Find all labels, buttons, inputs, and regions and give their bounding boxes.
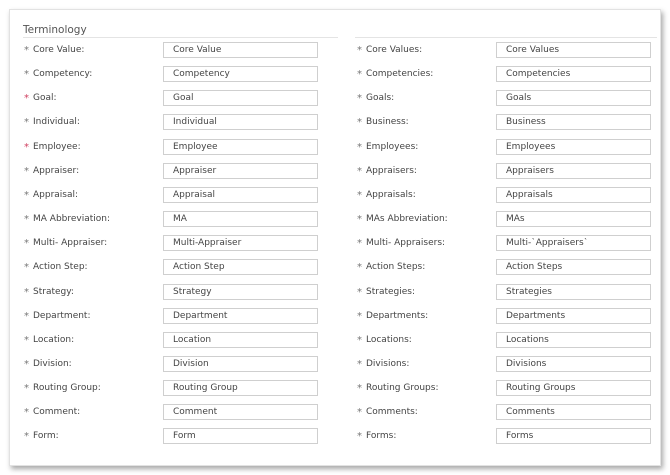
left-field-row [24,381,324,399]
required-marker: * [24,117,29,129]
terminology-input[interactable] [496,90,651,106]
right-field-row [357,188,657,206]
left-field-row [24,115,324,133]
terminology-input[interactable] [163,187,318,203]
terminology-input[interactable] [163,259,318,275]
field-label: Strategies: [366,286,415,297]
terminology-input[interactable] [496,404,651,420]
field-label: Division: [33,358,72,369]
required-marker: * [357,310,362,322]
field-label: Comments: [366,407,418,418]
left-field-row [24,309,324,327]
field-label: Appraiser: [33,165,80,176]
field-label: Action Step: [33,262,88,273]
right-field-row [357,115,657,133]
required-marker: * [24,238,29,250]
field-label: Routing Group: [33,383,101,394]
left-field-row [24,212,324,230]
required-marker: * [357,45,362,56]
field-label: Location: [33,334,75,345]
required-marker: * [24,141,29,153]
field-label: Routing Groups: [366,383,439,394]
field-label: Employee: [33,141,81,152]
terminology-input[interactable] [163,66,318,82]
terminology-input[interactable] [163,42,318,58]
required-marker: * [24,69,29,81]
right-field-row [357,333,657,351]
terminology-input[interactable] [163,332,318,348]
terminology-input[interactable] [163,380,318,396]
right-field-row [357,164,657,182]
section-title: Terminology [23,24,87,36]
required-marker: * [24,383,29,395]
field-label: Appraisal: [33,189,79,200]
section-divider [23,37,338,38]
required-marker: * [357,189,362,201]
terminology-input[interactable] [163,356,318,372]
terminology-input[interactable] [496,66,651,82]
terminology-input[interactable] [496,259,651,275]
required-marker: * [24,214,29,226]
field-label: MAs Abbreviation: [366,214,448,225]
terminology-panel [9,9,661,466]
terminology-input[interactable] [163,163,318,179]
terminology-input[interactable] [496,235,651,251]
required-marker: * [357,69,362,81]
required-marker: * [357,286,362,298]
terminology-input[interactable] [496,42,651,58]
left-field-row [24,405,324,423]
field-label: Multi- Appraiser: [33,238,108,249]
required-marker: * [24,286,29,298]
right-field-row [357,212,657,230]
field-label: Individual: [33,117,80,128]
left-field-row [24,91,324,109]
left-field-row [24,188,324,206]
terminology-input[interactable] [496,308,651,324]
terminology-input[interactable] [163,90,318,106]
required-marker: * [24,358,29,370]
required-marker: * [24,407,29,419]
field-label: Form: [33,431,59,442]
field-label: Business: [366,117,409,128]
field-label: Comment: [33,407,81,418]
left-field-row [24,357,324,375]
field-label: Goals: [366,93,395,104]
right-field-row [357,381,657,399]
left-field-row [24,333,324,351]
required-marker: * [357,93,362,105]
terminology-input[interactable] [496,356,651,372]
field-label: Action Steps: [366,262,426,273]
left-field-row [24,67,324,85]
terminology-input[interactable] [496,114,651,130]
right-field-row [357,67,657,85]
field-label: Multi- Appraisers: [366,238,446,249]
field-label: Goal: [33,93,57,104]
field-label: Competency: [33,69,93,80]
terminology-input[interactable] [163,235,318,251]
field-label: Locations: [366,334,412,345]
field-label: Strategy: [33,286,74,297]
terminology-input[interactable] [163,114,318,130]
required-marker: * [24,93,29,105]
terminology-input[interactable] [496,428,651,444]
field-label: Core Value: [33,45,85,55]
right-field-row [357,260,657,278]
terminology-input[interactable] [163,404,318,420]
right-field-row [357,43,657,61]
required-marker: * [24,334,29,346]
right-field-row [357,405,657,423]
required-marker: * [24,431,29,443]
field-label: MA Abbreviation: [33,214,111,225]
required-marker: * [357,214,362,226]
required-marker: * [24,45,29,56]
terminology-input[interactable] [496,187,651,203]
right-field-row [357,429,657,447]
field-label: Forms: [366,431,397,442]
terminology-input[interactable] [496,380,651,396]
required-marker: * [357,383,362,395]
field-label: Departments: [366,310,429,321]
terminology-input[interactable] [496,284,651,300]
required-marker: * [357,262,362,274]
required-marker: * [24,310,29,322]
terminology-input[interactable] [163,284,318,300]
right-field-row [357,309,657,327]
terminology-input[interactable] [163,308,318,324]
left-field-row [24,429,324,447]
field-label: Divisions: [366,358,410,369]
field-label: Core Values: [366,45,423,55]
right-field-row [357,285,657,303]
terminology-input[interactable] [496,163,651,179]
left-field-row [24,164,324,182]
left-field-row [24,140,324,158]
terminology-input[interactable] [496,211,651,227]
field-label: Employees: [366,141,419,152]
required-marker: * [357,407,362,419]
terminology-input[interactable] [163,139,318,155]
terminology-input[interactable] [496,139,651,155]
left-field-row [24,285,324,303]
right-field-row [357,140,657,158]
right-field-row [357,357,657,375]
left-field-row [24,236,324,254]
field-label: Appraisals: [366,189,416,200]
terminology-input[interactable] [163,428,318,444]
required-marker: * [24,262,29,274]
left-field-row [24,260,324,278]
field-label: Competencies: [366,69,434,80]
required-marker: * [357,358,362,370]
right-field-row [357,91,657,109]
required-marker: * [357,141,362,153]
section-divider [355,37,657,38]
required-marker: * [357,117,362,129]
terminology-input[interactable] [163,211,318,227]
field-label: Department: [33,310,91,321]
required-marker: * [24,165,29,177]
required-marker: * [357,334,362,346]
required-marker: * [24,189,29,201]
right-field-row [357,236,657,254]
required-marker: * [357,238,362,250]
left-field-row [24,43,324,61]
required-marker: * [357,431,362,443]
field-label: Appraisers: [366,165,417,176]
terminology-input[interactable] [496,332,651,348]
required-marker: * [357,165,362,177]
